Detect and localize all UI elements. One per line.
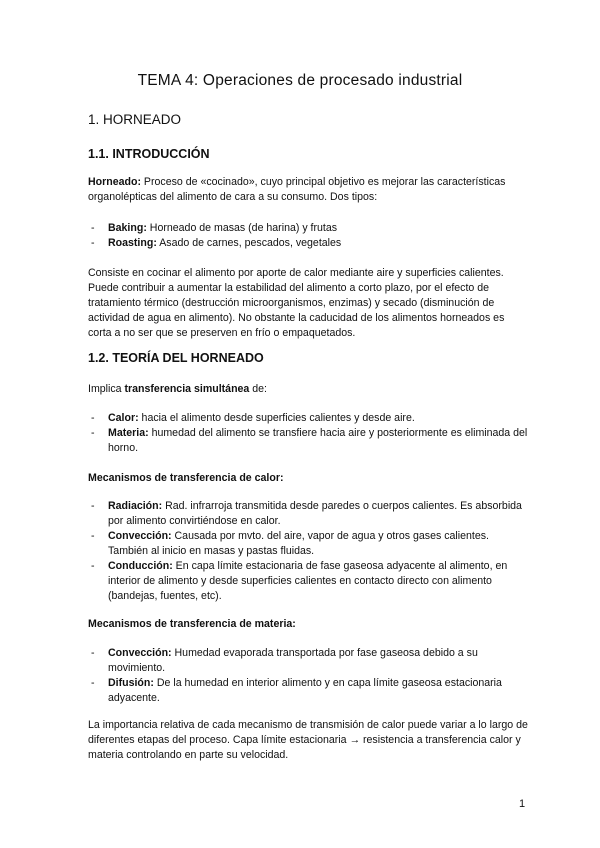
list-item-term: Convección: — [108, 530, 172, 542]
list-item — [88, 559, 528, 604]
list-item-term: Baking: — [108, 222, 147, 234]
list-item-term: Materia: — [108, 427, 149, 439]
subsection-heading-teoria: 1.2. TEORÍA DEL HORNEADO — [88, 351, 264, 365]
list-item — [88, 676, 528, 706]
transfer-list — [88, 411, 528, 456]
types-list — [88, 221, 528, 251]
list-item-term: Roasting: — [108, 237, 157, 249]
closing-paragraph: La importancia relativa de cada mecanismo de transmisión de calor puede variar a lo largo de diferentes etapas del proceso. Capa límite estacionaria → resistencia a transferencia calor y materia controlando en parte su velocidad. — [88, 719, 528, 761]
list-item-text: En capa límite estacionaria de fase gaseosa adyacente al alimento, en interior de alimento y desde superficies calientes en contacto directo con alimento (bandejas, fuentes, etc). — [108, 560, 508, 602]
list-item-text: humedad del alimento se transfiere hacia aire y posteriormente es eliminada del horno. — [108, 427, 528, 454]
list-item-text: Causada por mvto. del aire, vapor de agua y otros gases calientes. También al inicio en masas y pastas fluidas. — [108, 530, 489, 557]
list-item — [88, 499, 528, 529]
list-item — [88, 236, 528, 251]
list-item-term: Conducción: — [108, 560, 173, 572]
list-item-text: Asado de carnes, pescados, vegetales — [156, 237, 342, 249]
list-item-term: Convección: — [108, 647, 172, 659]
heat-mechanisms-heading: Mecanismos de transferencia de calor: — [88, 472, 284, 484]
intro-paragraph-2: Consiste en cocinar el alimento por aporte de calor mediante aire y superficies calientes. Puede contribuir a aumentar la estabilidad del alimento a corto plazo, por el efecto de tratamiento térmico (destrucción microorganismos, enzimas) y secado (disminución de actividad de agua en alimento). No obstante la caducidad de los alimentos horneados es corta a no ser que se preserven en frío o empaquetados. — [88, 267, 505, 339]
intro-text: Proceso de «cocinado», cuyo principal objetivo es mejorar las características organolépticas del alimento de cara a su consumo. Dos tipos: — [88, 176, 506, 203]
list-item-text: Humedad evaporada transportada por fase gaseosa debido a su movimiento. — [108, 647, 478, 674]
list-item — [88, 646, 528, 676]
list-item — [88, 221, 528, 236]
mass-mechanisms-list — [88, 646, 528, 706]
intro-lead-term: Horneado: — [88, 176, 141, 188]
heat-mechanisms-list — [88, 499, 528, 604]
mass-mechanisms-heading: Mecanismos de transferencia de materia: — [88, 618, 296, 630]
list-item-text: hacia el alimento desde superficies calientes y desde aire. — [138, 412, 415, 424]
list-item-term: Difusión: — [108, 677, 154, 689]
theory-post: de: — [249, 383, 267, 395]
list-item — [88, 426, 528, 456]
subsection-heading-introduccion: 1.1. INTRODUCCIÓN — [88, 147, 210, 161]
theory-bold: transferencia simultánea — [124, 383, 250, 395]
list-item-text: Rad. infrarroja transmitida desde paredes o cuerpos calientes. Es absorbida por alimento convirtiéndose en calor. — [108, 500, 522, 527]
theory-pre: Implica — [88, 383, 125, 395]
theory-paragraph — [88, 382, 528, 397]
page-title: TEMA 4: Operaciones de procesado industrial — [137, 72, 463, 89]
list-item-term: Radiación: — [108, 500, 163, 512]
list-item-text: Horneado de masas (de harina) y frutas — [146, 222, 338, 234]
intro-paragraph — [88, 175, 528, 205]
page-number: 1 — [519, 798, 526, 810]
list-item — [88, 411, 528, 426]
list-item-text: De la humedad en interior alimento y en capa límite gaseosa estacionaria adyacente. — [108, 677, 502, 704]
list-item-term: Calor: — [108, 412, 139, 424]
list-item — [88, 529, 528, 559]
section-heading-horneado: 1. HORNEADO — [88, 112, 182, 127]
